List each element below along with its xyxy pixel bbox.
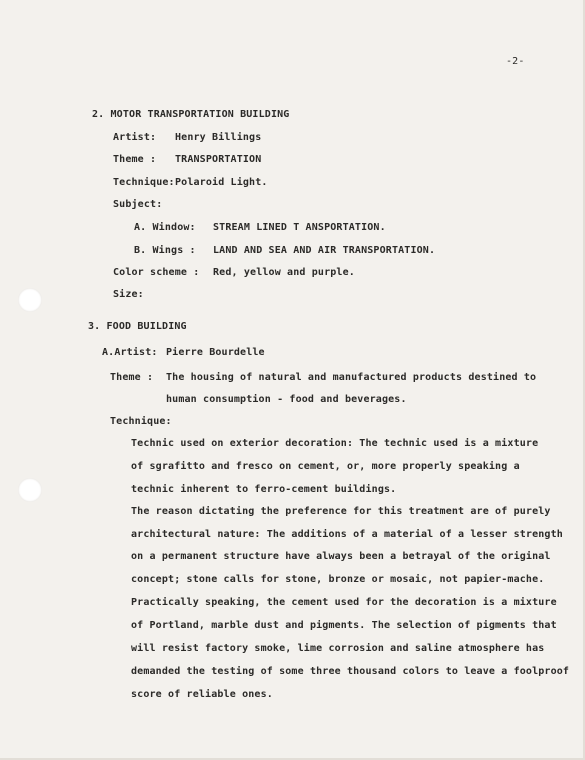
artist-value: Henry Billings: [175, 132, 262, 143]
theme-text-line: The housing of natural and manufactured products destined to: [166, 372, 537, 383]
body-line: The reason dictating the preference for this treatment are of purely: [131, 506, 551, 517]
artist-value: Pierre Bourdelle: [166, 347, 265, 358]
binder-hole: [18, 478, 42, 502]
body-line: demanded the testing of some three thousand colors to leave a foolproof: [131, 666, 570, 677]
body-line: on a permanent structure have always been a betrayal of the original: [131, 551, 551, 562]
body-line: will resist factory smoke, lime corrosion and saline atmosphere has: [131, 643, 545, 654]
theme-label: Theme :: [113, 154, 157, 165]
theme-value: TRANSPORTATION: [175, 154, 262, 165]
body-line: Practically speaking, the cement used for the decoration is a mixture: [131, 597, 557, 608]
body-line: concept; stone calls for stone, bronze or mosaic, not papier-mache.: [131, 574, 545, 585]
body-line: technic inherent to ferro-cement buildings.: [131, 484, 397, 495]
technique-label: Technique:: [110, 416, 172, 427]
body-line: of sgrafitto and fresco on cement, or, more properly speaking a: [131, 461, 520, 472]
theme-label: Theme :: [110, 372, 154, 383]
body-line: score of reliable ones.: [131, 689, 273, 700]
artist-label: A.Artist:: [102, 347, 158, 358]
window-value: STREAM LINED T ANSPORTATION.: [213, 222, 386, 233]
body-line: architectural nature: The additions of a material of a lesser strength: [131, 529, 563, 540]
section-3-heading: 3. FOOD BUILDING: [88, 321, 187, 332]
window-label: A. Window:: [134, 222, 196, 233]
page-number: -2-: [506, 56, 525, 67]
size-label: Size:: [113, 289, 144, 300]
subject-label: Subject:: [113, 199, 163, 210]
wings-value: LAND AND SEA AND AIR TRANSPORTATION.: [213, 245, 436, 256]
color-scheme-label: Color scheme :: [113, 267, 200, 278]
section-2-heading: 2. MOTOR TRANSPORTATION BUILDING: [92, 109, 290, 120]
body-line: Technic used on exterior decoration: The technic used is a mixture: [131, 438, 539, 449]
technique-label: Technique:: [113, 177, 175, 188]
body-line: of Portland, marble dust and pigments. The selection of pigments that: [131, 620, 557, 631]
technique-value: Polaroid Light.: [175, 177, 268, 188]
binder-hole: [18, 288, 42, 312]
wings-label: B. Wings :: [134, 245, 196, 256]
artist-label: Artist:: [113, 132, 157, 143]
color-scheme-value: Red, yellow and purple.: [213, 267, 355, 278]
theme-text-line: human consumption - food and beverages.: [166, 394, 407, 405]
